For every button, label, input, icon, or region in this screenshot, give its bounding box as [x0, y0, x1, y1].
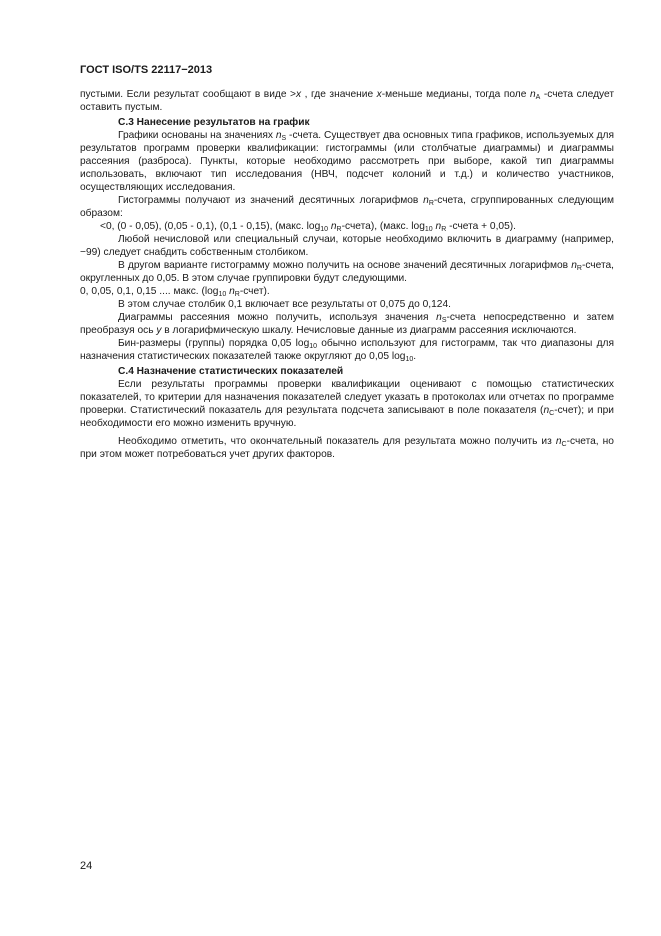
page-number: 24	[80, 860, 93, 872]
paragraph: Необходимо отметить, что окончательный показатель для результата можно получить из $n_C$-счета, но при этом может потребоваться учет других факторов.	[80, 436, 614, 460]
section-heading: С.3 Нанесение результатов на график	[118, 117, 310, 128]
paragraph: <0, (0 - 0,05), (0,05 - 0,1), (0,1 - 0,15), (макс. $\log_{10}$ $n_R-счета$), (макс. $\log_{10} n_R$ -счета + 0,05).	[100, 221, 516, 233]
paragraph: Если результаты программы проверки квалификации оценивают с помощью статистических показателей, то критерии для назначения показателей следует указать в протоколах или отчетах по программе проверки. Статистический показатель для результата подсчета записывают в поле показателя $(n_C-счет)$; и при необходимости его можно изменить вручную.	[80, 379, 614, 429]
paragraph: Графики основаны на значениях $n_S$ -счета. Существует два основных типа графиков, используемых для результатов программ проверки квалификации: гистограммы (или столбчатые диаграммы) и диаграммы рассеяния (разброса). Пункты, которые необходимо рассмотреть при выборе, какой тип диаграммы использовать, включают тип исследования (НВЧ, подсчет колоний и т.д.) и количество участников, осуществляющих исследования.	[80, 130, 615, 193]
paragraph: Бин-размеры (группы) порядка 0,05 $\log_{10}$ обычно используют для гистограмм, так что диапазоны для назначения статистических показателей также округляют до 0,05 $\log_{10}$.	[80, 338, 614, 363]
document-body	[80, 88, 614, 461]
paragraph: В другом варианте гистограмму можно получить на основе значений десятичных логарифмов $n_R$-счета, округленных до 0,05. В этом случае группировки будут следующими.	[80, 260, 614, 284]
paragraph: В этом случае столбик 0,1 включает все результаты от 0,075 до 0,124.	[118, 299, 451, 310]
paragraph: Любой нечисловой или специальный случаи, которые необходимо включить в диаграмму (например, −99) следует снабдить собственным столбиком.	[80, 234, 614, 258]
paragraph: пустыми. Если результат сообщают в виде >x , где значение x-меньше медианы, тогда поле $n_A$ -счета следует оставить пустым.	[80, 89, 614, 113]
section-heading: С.4 Назначение статистических показателей	[118, 366, 344, 377]
paragraph: Диаграммы рассеяния можно получить, используя значения $n_S$-счета непосредственно и затем преобразуя ось y в логарифмическую шкалу. Нечисловые данные из диаграмм рассеяния исключаются.	[80, 312, 614, 336]
document-header: ГОСТ ISO/TS 22117−2013	[80, 64, 213, 76]
paragraph: Гистограммы получают из значений десятичных логарифмов $n_R$-счета, сгруппированных следующим образом:	[80, 195, 614, 219]
paragraph: 0, 0,05, 0,1, 0,15 .... макс. ($\log_{10}$ $n_R-счет$).	[80, 286, 270, 298]
